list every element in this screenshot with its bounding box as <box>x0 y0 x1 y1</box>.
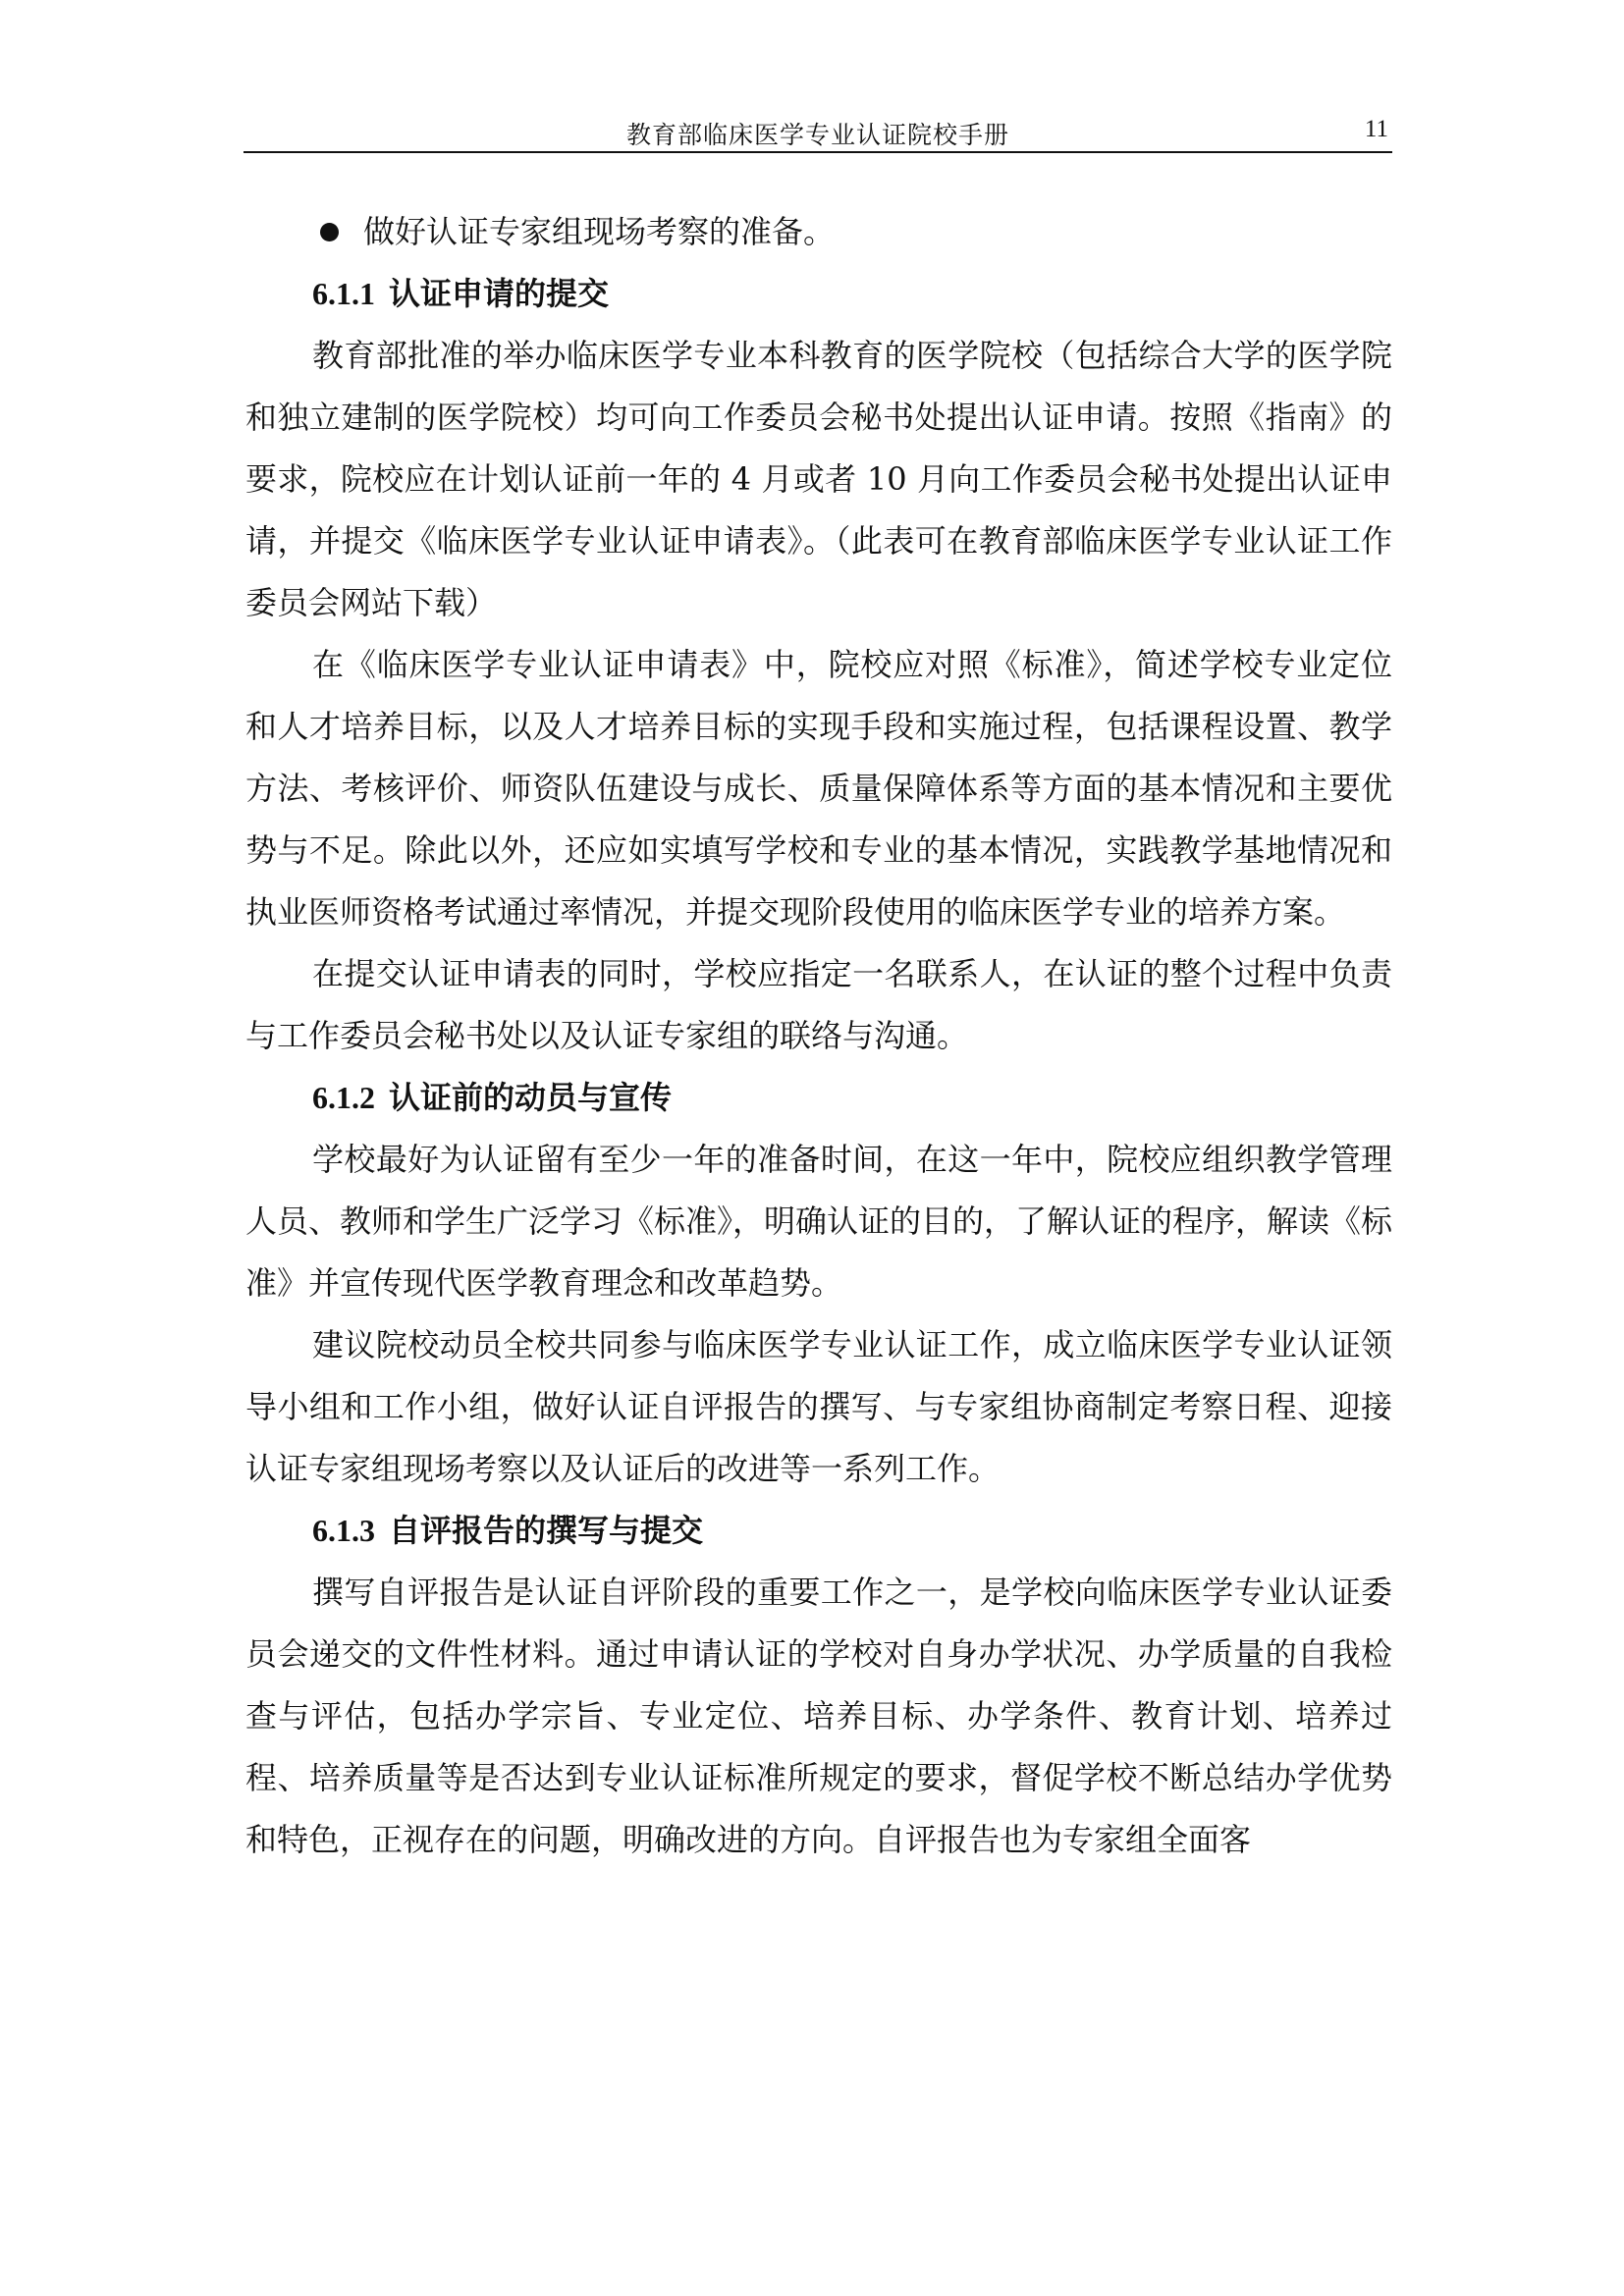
section-title: 认证申请的提交 <box>389 275 610 312</box>
paragraph: 建议院校动员全校共同参与临床医学专业认证工作，成立临床医学专业认证领导小组和工作小组，做好认证自评报告的撰写、与专家组协商制定考察日程、迎接认证专家组现场考察以及认证后的改进等一系列工作。 <box>245 1326 1392 1487</box>
paragraph: 在提交认证申请表的同时，学校应指定一名联系人，在认证的整个过程中负责与工作委员会秘书处以及认证专家组的联络与沟通。 <box>245 955 1392 1054</box>
running-header <box>244 110 1392 153</box>
page-number: 11 <box>1364 116 1388 142</box>
section-heading-6-1-1 <box>245 263 1392 325</box>
section-number: 6.1.2 <box>312 1080 375 1115</box>
paragraph: 在《临床医学专业认证申请表》中，院校应对照《标准》，简述学校专业定位和人才培养目标，以及人才培养目标的实现手段和实施过程，包括课程设置、教学方法、考核评价、师资队伍建设与成长、质量保障体系等方面的基本情况和主要优势与不足。除此以外，还应如实填写学校和专业的基本情况，实践教学基地情况和执业医师资格考试通过率情况，并提交现阶段使用的临床医学专业的培养方案。 <box>245 646 1392 931</box>
section-number: 6.1.1 <box>312 276 375 311</box>
page-body <box>245 201 1392 1871</box>
paragraph: 教育部批准的举办临床医学专业本科教育的医学院校（包括综合大学的医学院和独立建制的医学院校）均可向工作委员会秘书处提出认证申请。按照《指南》的要求，院校应在计划认证前一年的 4 月或者 10 月向工作委员会秘书处提出认证申请，并提交《临床医学专业认证申请表》。（此表可在教育部临床医学专业认证工作委员会网站下载） <box>245 337 1392 621</box>
section-heading-6-1-3 <box>245 1500 1392 1562</box>
section-number: 6.1.3 <box>312 1513 375 1548</box>
section-title: 认证前的动员与宣传 <box>389 1079 673 1116</box>
bullet-text: 做好认证专家组现场考察的准备。 <box>363 213 836 250</box>
bullet-dot-icon <box>320 223 339 241</box>
section-heading-6-1-2 <box>245 1067 1392 1129</box>
paragraph: 学校最好为认证留有至少一年的准备时间，在这一年中，院校应组织教学管理人员、教师和学生广泛学习《标准》，明确认证的目的，了解认证的程序，解读《标准》并宣传现代医学教育理念和改革趋势。 <box>245 1141 1393 1302</box>
header-title: 教育部临床医学专业认证院校手册 <box>625 121 1009 149</box>
paragraph: 撰写自评报告是认证自评阶段的重要工作之一，是学校向临床医学专业认证委员会递交的文件性材料。通过申请认证的学校对自身办学状况、办学质量的自我检查与评估，包括办学宗旨、专业定位、培养目标、办学条件、教育计划、培养过程、培养质量等是否达到专业认证标准所规定的要求，督促学校不断总结办学优势和特色，正视存在的问题，明确改进的方向。自评报告也为专家组全面客 <box>245 1574 1392 1858</box>
section-title: 自评报告的撰写与提交 <box>389 1512 704 1549</box>
bullet-item <box>245 201 1392 263</box>
